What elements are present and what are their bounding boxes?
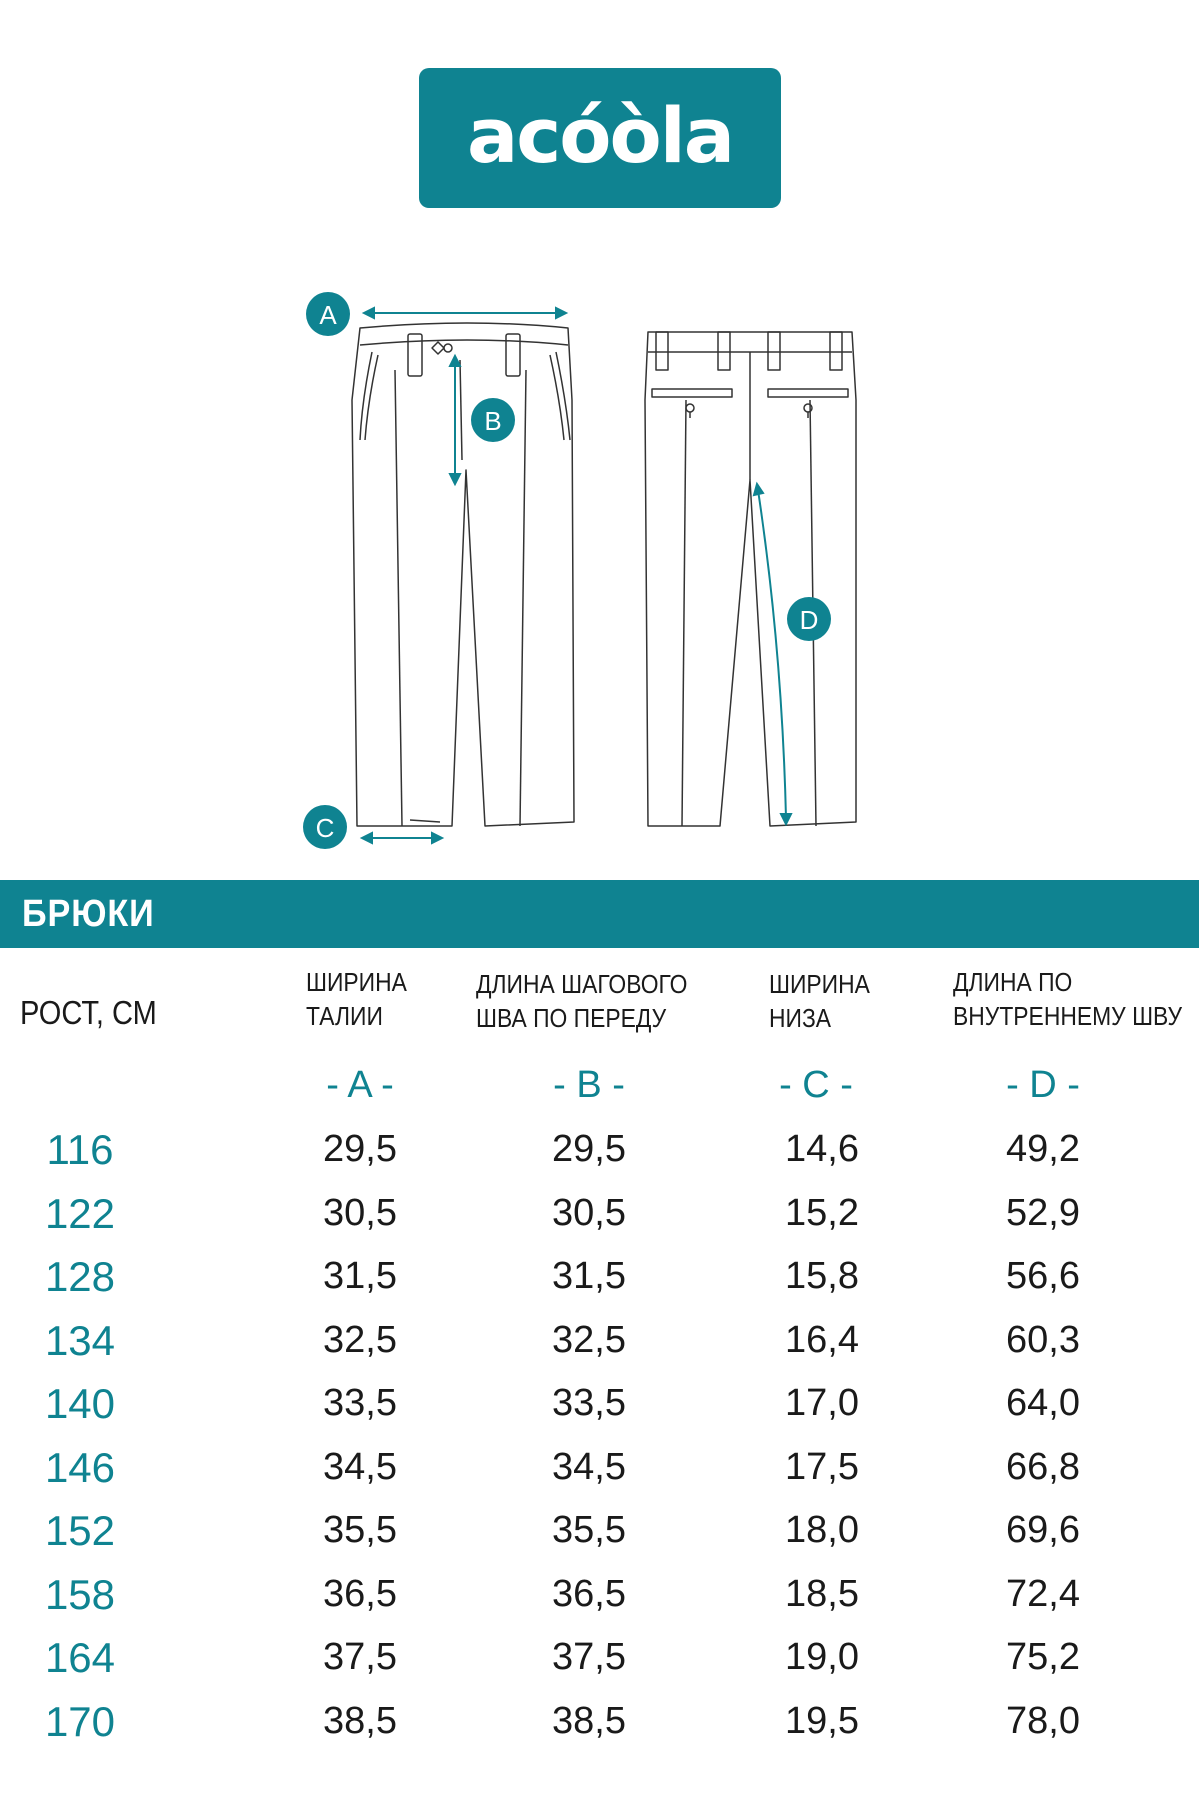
header-height: РОСТ, СМ — [20, 994, 157, 1031]
cell-b: 30,5 — [552, 1191, 626, 1234]
cell-c: 18,5 — [785, 1572, 859, 1615]
table-row — [0, 1436, 1199, 1500]
cell-c: 17,0 — [785, 1382, 859, 1424]
cell-a: 36,5 — [323, 1572, 397, 1615]
cell-c: 17,5 — [785, 1445, 859, 1488]
size-table — [0, 1118, 1199, 1753]
header-inseam-length — [953, 965, 1182, 1033]
cell-c: 14,6 — [785, 1128, 859, 1170]
cell-a: 29,5 — [323, 1128, 397, 1170]
cell-height: 158 — [44, 1570, 116, 1618]
trousers-back-view — [645, 332, 856, 826]
cell-b: 35,5 — [552, 1509, 626, 1551]
cell-height: 134 — [44, 1316, 116, 1364]
cell-d: 78,0 — [1006, 1699, 1080, 1742]
cell-c: 16,4 — [785, 1318, 859, 1361]
table-row — [0, 1118, 1199, 1182]
header-c-line2: НИЗА — [769, 1003, 832, 1033]
cell-b: 36,5 — [552, 1572, 626, 1615]
cell-height: 146 — [44, 1443, 116, 1491]
cell-height: 128 — [44, 1253, 116, 1300]
table-row — [0, 1182, 1199, 1246]
cell-height: 122 — [44, 1189, 116, 1237]
column-letter-a: - A - — [326, 1064, 394, 1106]
cell-b: 33,5 — [552, 1382, 626, 1424]
cell-d: 56,6 — [1006, 1255, 1080, 1297]
cell-a: 35,5 — [323, 1509, 397, 1551]
header-c-line1: ШИРИНА — [769, 969, 870, 999]
cell-height: 152 — [44, 1507, 116, 1554]
svg-text:D: D — [799, 605, 819, 635]
cell-d: 66,8 — [1006, 1445, 1080, 1488]
cell-b: 37,5 — [552, 1636, 626, 1678]
cell-height: 140 — [44, 1380, 116, 1427]
cell-b: 32,5 — [552, 1318, 626, 1361]
cell-c: 19,5 — [785, 1699, 859, 1742]
table-row — [0, 1690, 1199, 1754]
trousers-front-view — [352, 323, 574, 826]
cell-c: 15,2 — [785, 1191, 859, 1234]
cell-height: 164 — [44, 1634, 116, 1681]
table-row — [0, 1309, 1199, 1373]
header-d-line1: ДЛИНА ПО — [953, 967, 1073, 997]
cell-c: 18,0 — [785, 1509, 859, 1551]
header-hem-width — [769, 967, 870, 1035]
header-a-line1: ШИРИНА — [306, 967, 407, 997]
table-row — [0, 1372, 1199, 1436]
header-front-rise — [476, 967, 687, 1035]
cell-d: 64,0 — [1006, 1382, 1080, 1424]
cell-c: 19,0 — [785, 1636, 859, 1678]
cell-a: 32,5 — [323, 1318, 397, 1361]
logo-text: acóòla — [466, 91, 734, 180]
svg-text:A: A — [319, 300, 337, 330]
cell-a: 34,5 — [323, 1445, 397, 1488]
marker-b — [471, 398, 515, 442]
header-a-line2: ТАЛИИ — [306, 1001, 383, 1031]
section-title: БРЮКИ — [22, 893, 155, 935]
cell-a: 37,5 — [323, 1636, 397, 1678]
column-letter-b: - B - — [553, 1064, 625, 1106]
cell-a: 38,5 — [323, 1699, 397, 1742]
cell-a: 33,5 — [323, 1382, 397, 1424]
table-row — [0, 1563, 1199, 1627]
header-b-line2: ШВА ПО ПЕРЕДУ — [476, 1003, 667, 1033]
header-b-line1: ДЛИНА ШАГОВОГО — [476, 969, 688, 999]
column-letter-c: - C - — [779, 1064, 853, 1106]
cell-height: 170 — [44, 1697, 116, 1745]
cell-d: 69,6 — [1006, 1509, 1080, 1551]
cell-d: 75,2 — [1006, 1636, 1080, 1678]
cell-a: 31,5 — [323, 1255, 397, 1297]
svg-text:C: C — [315, 813, 335, 843]
cell-d: 49,2 — [1006, 1128, 1080, 1170]
cell-b: 34,5 — [552, 1445, 626, 1488]
svg-text:B: B — [484, 406, 502, 436]
cell-b: 29,5 — [552, 1128, 626, 1170]
marker-c — [303, 805, 347, 849]
cell-a: 30,5 — [323, 1191, 397, 1234]
cell-c: 15,8 — [785, 1255, 859, 1297]
section-header-bar — [0, 880, 1199, 948]
marker-a — [306, 292, 350, 336]
table-row — [0, 1626, 1199, 1690]
table-row — [0, 1245, 1199, 1309]
table-row — [0, 1499, 1199, 1563]
trousers-diagram — [0, 270, 1199, 870]
marker-d — [787, 597, 831, 641]
cell-d: 52,9 — [1006, 1191, 1080, 1234]
cell-d: 72,4 — [1006, 1572, 1080, 1615]
header-waist-width — [306, 965, 407, 1033]
header-d-line2: ВНУТРЕННЕМУ ШВУ — [953, 1001, 1183, 1031]
cell-height: 116 — [46, 1126, 114, 1173]
cell-d: 60,3 — [1006, 1318, 1080, 1361]
logo-wordmark — [419, 68, 781, 208]
brand-logo — [419, 68, 781, 208]
cell-b: 31,5 — [552, 1255, 626, 1297]
cell-b: 38,5 — [552, 1699, 626, 1742]
column-letter-d: - D - — [1006, 1064, 1080, 1106]
